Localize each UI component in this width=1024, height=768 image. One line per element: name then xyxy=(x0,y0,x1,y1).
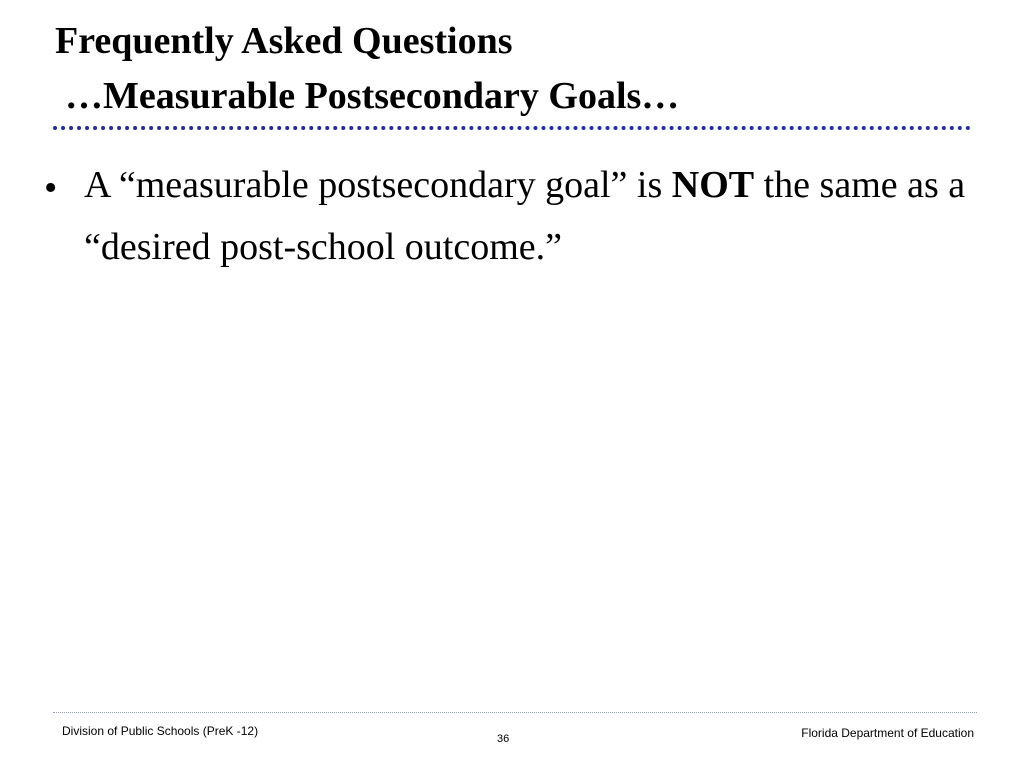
slide-title: Frequently Asked Questions xyxy=(55,20,513,62)
bullet-text-emphasis: NOT xyxy=(671,164,755,206)
bullet-text-start: A “measurable postsecondary goal” is xyxy=(84,164,672,206)
footer-division: Division of Public Schools (PreK -12) xyxy=(62,724,259,738)
bullet-icon: • xyxy=(44,167,58,209)
footer-divider xyxy=(53,712,977,713)
slide-subtitle: …Measurable Postsecondary Goals… xyxy=(65,75,680,117)
page-number: 36 xyxy=(497,733,510,745)
bullet-text-end: the same as a “desired post-school outcome.” xyxy=(84,164,966,268)
title-divider xyxy=(53,126,971,130)
bullet-text xyxy=(84,154,984,278)
footer-organization: Florida Department of Education xyxy=(801,726,974,740)
